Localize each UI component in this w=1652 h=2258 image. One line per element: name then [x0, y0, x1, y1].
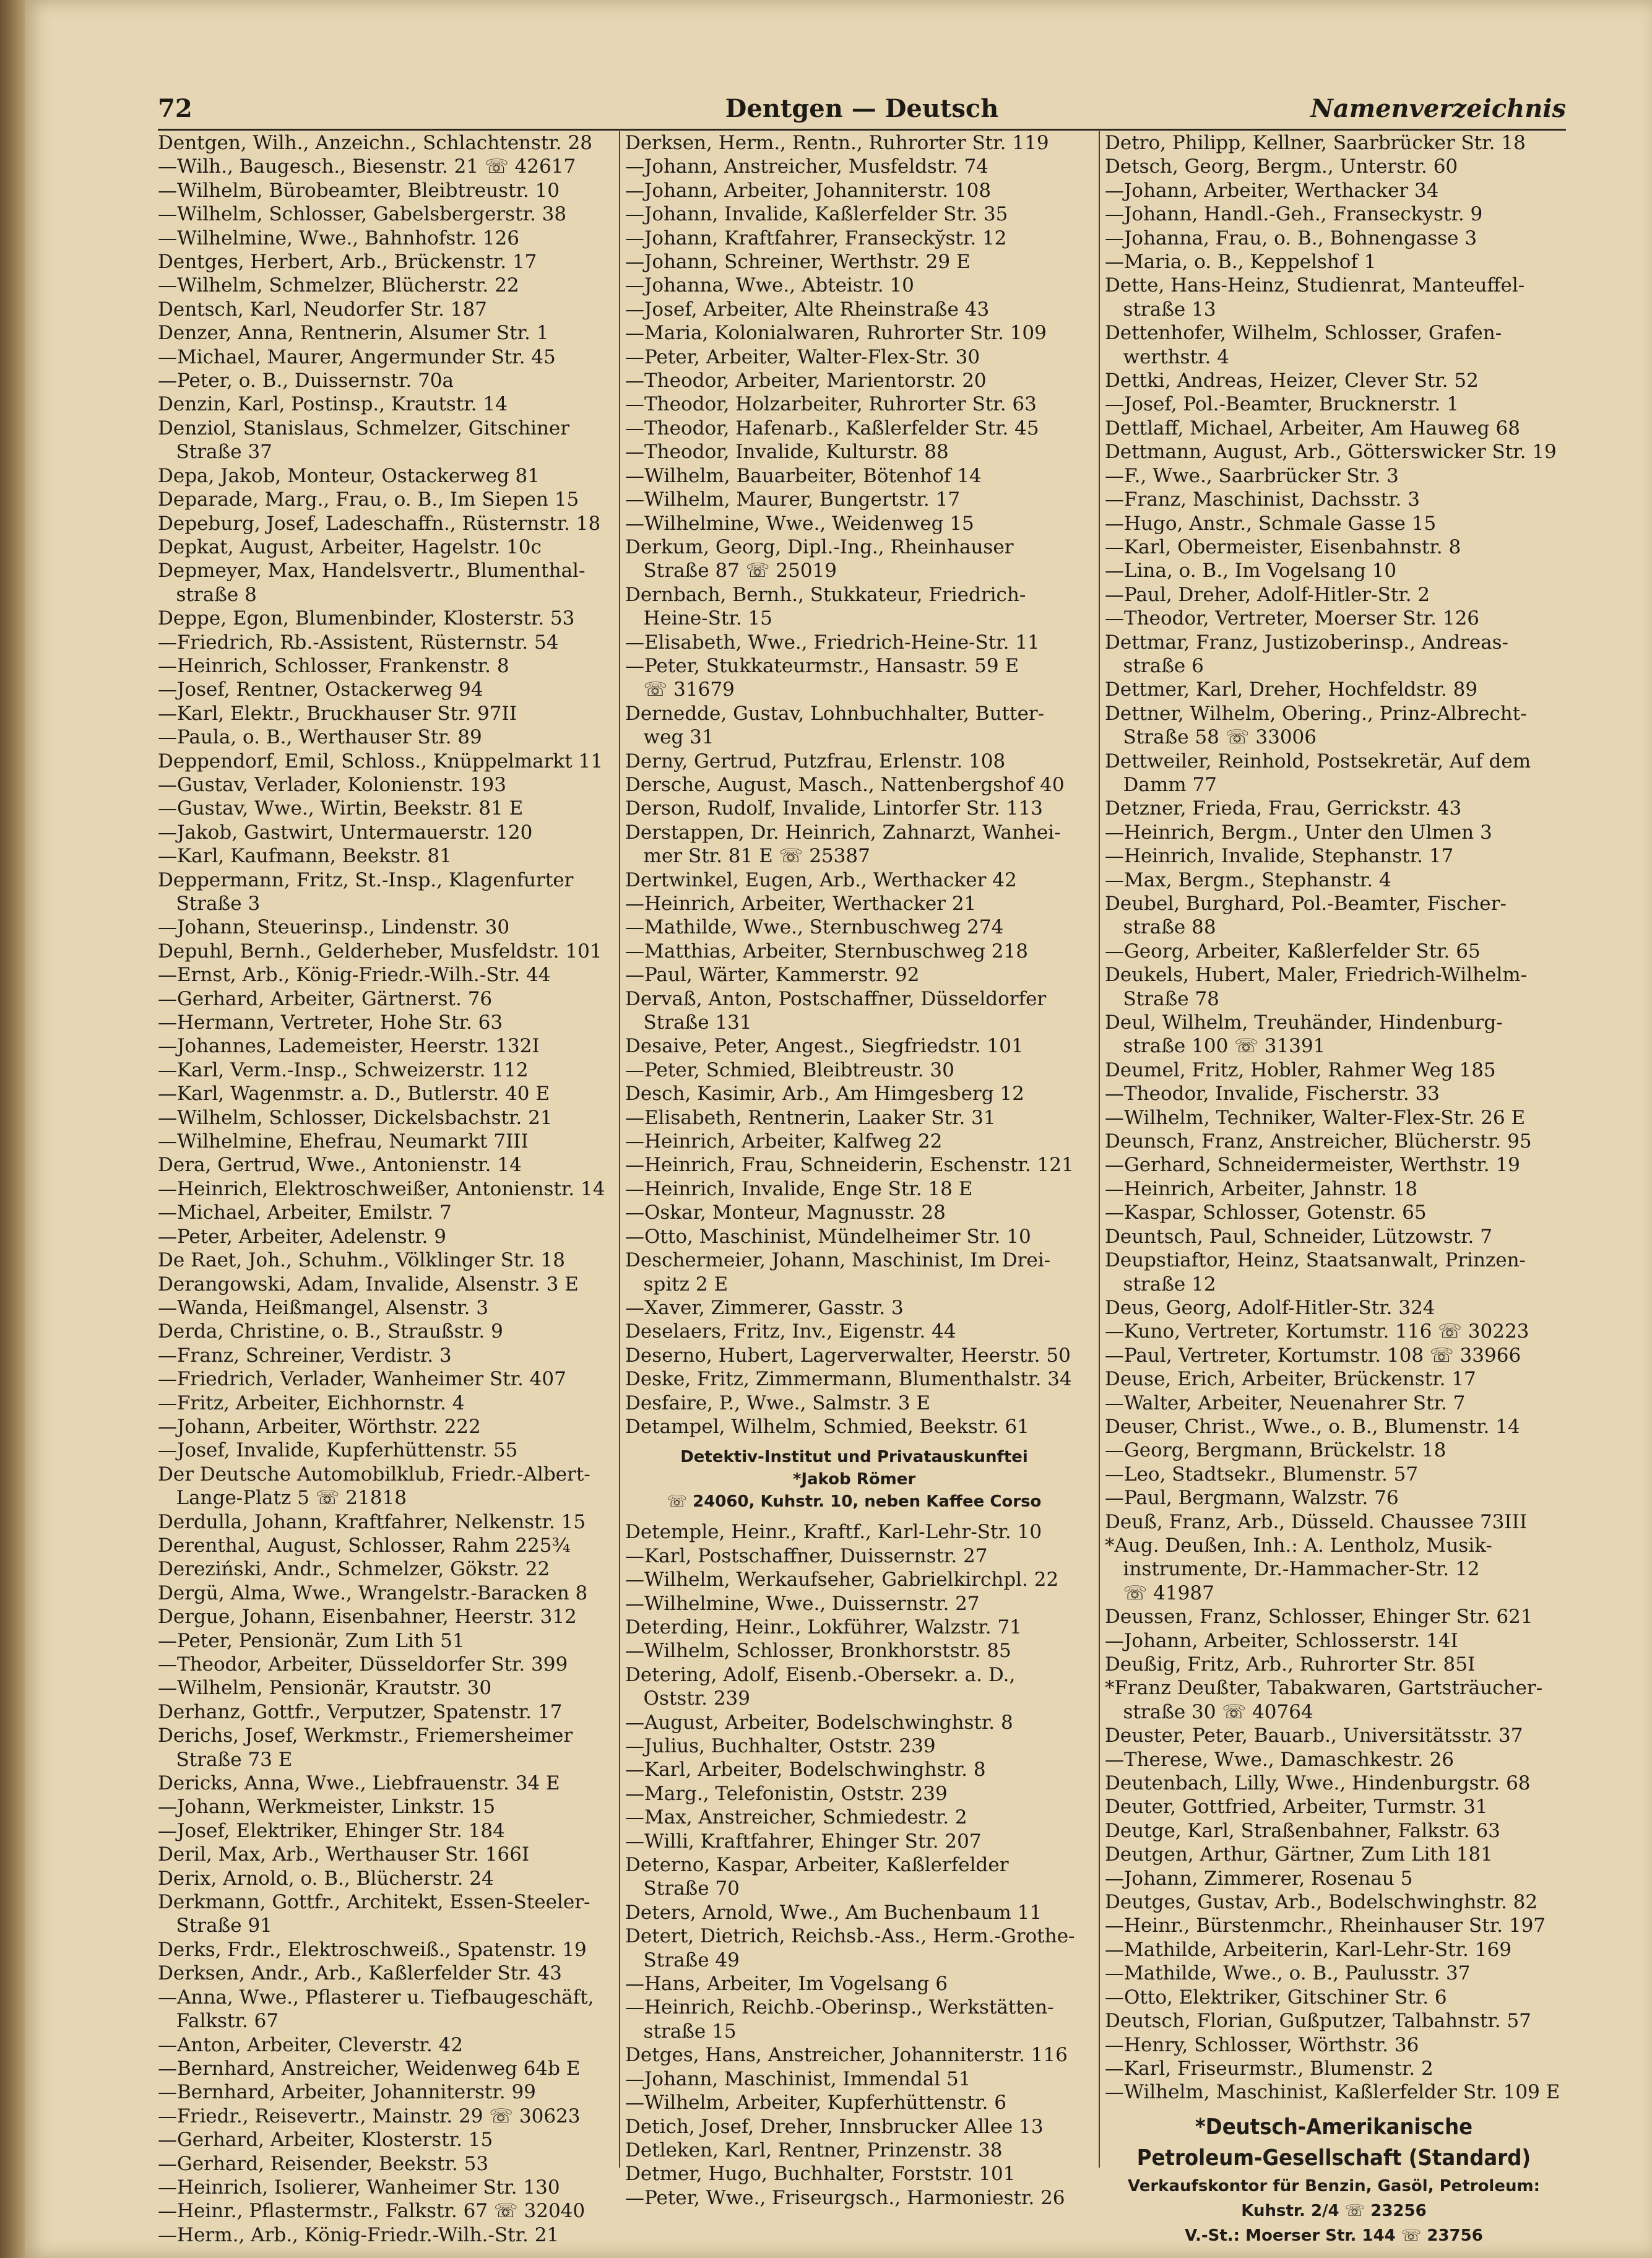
- directory-entry: —Karl, Postschaffner, Duissernstr. 27: [625, 1544, 988, 1567]
- column-3: [1105, 131, 1563, 2245]
- directory-entry: —Anna, Wwe., Pflasterer u. Tiefbaugeschäft,: [158, 1986, 594, 2009]
- directory-entry: —Karl, Arbeiter, Bodelschwinghstr. 8: [625, 1758, 986, 1781]
- directory-entry: —Paul, Wärter, Kammerstr. 92: [625, 964, 920, 987]
- directory-entry: —Leo, Stadtsekr., Blumenstr. 57: [1105, 1463, 1419, 1486]
- directory-entry: Dentges, Herbert, Arb., Brückenstr. 17: [158, 251, 537, 274]
- directory-entry: —Max, Bergm., Stephanstr. 4: [1105, 868, 1391, 891]
- directory-entry: Denzer, Anna, Rentnerin, Alsumer Str. 1: [158, 322, 549, 345]
- directory-entry: Derksen, Andr., Arb., Kaßlerfelder Str. 43: [158, 1962, 562, 1985]
- directory-entry: Falkstr. 67: [158, 2010, 279, 2033]
- directory-entry: —Theodor, Invalide, Fischerstr. 33: [1105, 1083, 1440, 1105]
- directory-entry: —Maria, Kolonialwaren, Ruhrorter Str. 109: [625, 322, 1047, 345]
- directory-entry: Deutenbach, Lilly, Wwe., Hindenburgstr. 68: [1105, 1772, 1531, 1795]
- book-spine-edge: [0, 0, 25, 2258]
- directory-entry: —Georg, Bergmann, Brückelstr. 18: [1105, 1439, 1447, 1462]
- directory-entry: weg 31: [625, 726, 714, 749]
- directory-entry: —Herm., Arb., König-Friedr.-Wilh.-Str. 21: [158, 2223, 560, 2246]
- directory-entry: Deterno, Kaspar, Arbeiter, Kaßlerfelder: [625, 1854, 1009, 1877]
- directory-entry: Deutge, Karl, Straßenbahner, Falkstr. 63: [1105, 1819, 1500, 1842]
- directory-entry: —Johann, Kraftfahrer, Fransecky̆str. 12: [625, 227, 1007, 249]
- directory-entry: —Johann, Zimmerer, Rosenau 5: [1105, 1867, 1413, 1890]
- directory-entry: Deppermann, Fritz, St.-Insp., Klagenfurter: [158, 868, 574, 891]
- directory-entry: Deuster, Peter, Bauarb., Universitätsstr. 37: [1105, 1724, 1523, 1747]
- directory-entry: Straße 70: [625, 1877, 740, 1900]
- directory-entry: Dette, Hans-Heinz, Studienrat, Manteuffel-: [1105, 274, 1525, 297]
- directory-entry: Deuter, Gottfried, Arbeiter, Turmstr. 31: [1105, 1796, 1488, 1819]
- directory-entry: Dettweiler, Reinhold, Postsekretär, Auf dem: [1105, 750, 1531, 772]
- directory-entry: —Johann, Arbeiter, Wörthstr. 222: [158, 1415, 481, 1438]
- directory-entry: —Julius, Buchhalter, Oststr. 239: [625, 1735, 936, 1757]
- directory-entry: Straße 73 E: [158, 1748, 293, 1771]
- directory-entry: —Wilhelm, Maurer, Bungertstr. 17: [625, 488, 961, 511]
- directory-entry: —Wilhelm, Werkaufseher, Gabrielkirchpl. 22: [625, 1568, 1059, 1591]
- directory-entry: —August, Arbeiter, Bodelschwinghstr. 8: [625, 1711, 1013, 1734]
- directory-entry: —Heinrich, Bergm., Unter den Ulmen 3: [1105, 821, 1492, 844]
- directory-entry: Depuhl, Bernh., Gelderheber, Musfeldstr. 101: [158, 940, 602, 962]
- directory-entry: Dericks, Anna, Wwe., Liebfrauenstr. 34 E: [158, 1772, 560, 1795]
- directory-entry: Detert, Dietrich, Reichsb.-Ass., Herm.-Grothe-: [625, 1925, 1075, 1948]
- directory-entry: spitz 2 E: [625, 1273, 729, 1296]
- directory-entry: —Johann, Anstreicher, Musfeldstr. 74: [625, 155, 988, 178]
- directory-entry: Detro, Philipp, Kellner, Saarbrücker Str. 18: [1105, 132, 1526, 154]
- directory-entry: —Josef, Pol.-Beamter, Brucknerstr. 1: [1105, 393, 1459, 416]
- directory-entry: Detleken, Karl, Rentner, Prinzenstr. 38: [625, 2139, 1003, 2161]
- directory-entry: Dettmar, Franz, Justizoberinsp., Andreas-: [1105, 631, 1509, 654]
- column-divider: [1099, 131, 1100, 2168]
- directory-entry: —Heinrich, Schlosser, Frankenstr. 8: [158, 654, 509, 677]
- directory-entry: Dettenhofer, Wilhelm, Schlosser, Grafen-: [1105, 322, 1502, 345]
- directory-entry: Derkum, Georg, Dipl.-Ing., Rheinhauser: [625, 535, 1014, 558]
- directory-entry: Deselaers, Fritz, Inv., Eigenstr. 44: [625, 1320, 956, 1343]
- ad-line: ☏ 24060, Kuhstr. 10, neben Kaffee Corso: [667, 1492, 1042, 1512]
- directory-entry: Deuser, Christ., Wwe., o. B., Blumenstr. 14: [1105, 1415, 1520, 1438]
- directory-entry: —Josef, Arbeiter, Alte Rheinstraße 43: [625, 298, 990, 321]
- directory-entry: Derstappen, Dr. Heinrich, Zahnarzt, Wanhei-: [625, 821, 1061, 844]
- directory-entry: —Johanna, Wwe., Abteistr. 10: [625, 274, 914, 297]
- directory-entry: Deuse, Erich, Arbeiter, Brückenstr. 17: [1105, 1368, 1476, 1391]
- directory-entry: —Max, Anstreicher, Schmiedestr. 2: [625, 1806, 967, 1829]
- directory-entry: —Johann, Arbeiter, Johanniterstr. 108: [625, 179, 992, 202]
- ad-line: Detektiv-Institut und Privatauskunftei: [680, 1448, 1028, 1467]
- directory-entry: straße 88: [1105, 916, 1216, 939]
- page-header: [158, 92, 1566, 131]
- directory-entry: —Theodor, Holzarbeiter, Ruhrorter Str. 63: [625, 393, 1037, 416]
- directory-entry: —Peter, Schmied, Bleibtreustr. 30: [625, 1058, 954, 1081]
- directory-entry: Derda, Christine, o. B., Straußstr. 9: [158, 1320, 503, 1343]
- directory-entry: Derenthal, August, Schlosser, Rahm 225¾: [158, 1534, 571, 1557]
- directory-entry: —Therese, Wwe., Damaschkestr. 26: [1105, 1748, 1454, 1771]
- directory-entry: Detsch, Georg, Bergm., Unterstr. 60: [1105, 155, 1458, 178]
- directory-entry: —Wilhelm, Techniker, Walter-Flex-Str. 26 E: [1105, 1106, 1526, 1129]
- directory-entry: Desfaire, P., Wwe., Salmstr. 3 E: [625, 1391, 931, 1414]
- petroleum-advertisement: [1105, 2112, 1563, 2248]
- directory-entry: —Peter, Wwe., Friseurgsch., Harmoniestr. 26: [625, 2186, 1065, 2209]
- directory-entry: —Josef, Invalide, Kupferhüttenstr. 55: [158, 1439, 518, 1462]
- directory-entry: Derks, Frdr., Elektroschweiß., Spatenstr. 19: [158, 1938, 587, 1961]
- directory-entry: —Willi, Kraftfahrer, Ehinger Str. 207: [625, 1830, 982, 1853]
- directory-entry: Denziol, Stanislaus, Schmelzer, Gitschiner: [158, 417, 570, 439]
- directory-entry: —Jakob, Gastwirt, Untermauerstr. 120: [158, 821, 533, 844]
- section-title: Namenverzeichnis: [1310, 94, 1566, 123]
- directory-entry: Straße 37: [158, 441, 272, 464]
- directory-entry: Derksen, Herm., Rentn., Ruhrorter Str. 119: [625, 132, 1049, 154]
- directory-entry: —Wilhelm, Schlosser, Dickelsbachstr. 21: [158, 1106, 553, 1129]
- directory-entry: —Franz, Schreiner, Verdistr. 3: [158, 1344, 452, 1367]
- directory-entry: Depmeyer, Max, Handelsvertr., Blumenthal-: [158, 560, 586, 582]
- directory-entry: —Matthias, Arbeiter, Sternbuschweg 218: [625, 940, 1028, 962]
- directory-entry: Deunsch, Franz, Anstreicher, Blücherstr. 95: [1105, 1130, 1532, 1153]
- directory-entry: Dettmann, August, Arb., Götterswicker Str. 19: [1105, 441, 1557, 464]
- directory-entry: Deppe, Egon, Blumenbinder, Klosterstr. 53: [158, 607, 575, 630]
- directory-entry: —Gustav, Verlader, Kolonienstr. 193: [158, 773, 506, 796]
- directory-entry: Detemple, Heinr., Kraftf., Karl-Lehr-Str. 10: [625, 1521, 1042, 1544]
- directory-entry: Straße 49: [625, 1949, 740, 1971]
- directory-entry: —Johannes, Lademeister, Heerstr. 132I: [158, 1035, 540, 1058]
- directory-entry: Straße 3: [158, 893, 261, 915]
- directory-entry: Dettlaff, Michael, Arbeiter, Am Hauweg 68: [1105, 417, 1520, 439]
- directory-entry: —Wilhelmine, Wwe., Weidenweg 15: [625, 512, 974, 535]
- directory-entry: Dentsch, Karl, Neudorfer Str. 187: [158, 298, 487, 321]
- directory-entry: Desch, Kasimir, Arb., Am Himgesberg 12: [625, 1083, 1024, 1105]
- directory-entry: —Heinrich, Reichb.-Oberinsp., Werkstätten-: [625, 1996, 1054, 2019]
- directory-entry: Dergue, Johann, Eisenbahner, Heerstr. 312: [158, 1606, 577, 1629]
- ad-line: Verkaufskontor für Benzin, Gasöl, Petroleum:: [1128, 2176, 1540, 2195]
- directory-entry: —Wanda, Heißmangel, Alsenstr. 3: [158, 1296, 489, 1319]
- directory-entry: —Johann, Handl.-Geh., Franseckystr. 9: [1105, 203, 1483, 226]
- directory-entry: —Oskar, Monteur, Magnusstr. 28: [625, 1201, 946, 1224]
- directory-entry: —Wilhelm, Bürobeamter, Bleibtreustr. 10: [158, 179, 560, 202]
- directory-entry: Deterding, Heinr., Lokführer, Walzstr. 71: [625, 1616, 1022, 1638]
- directory-entry: Der Deutsche Automobilklub, Friedr.-Albert-: [158, 1463, 590, 1486]
- directory-entry: Derdulla, Johann, Kraftfahrer, Nelkenstr. 15: [158, 1510, 586, 1533]
- directory-entry: Detmer, Hugo, Buchhalter, Forststr. 101: [625, 2163, 1016, 2186]
- directory-entry: —Maria, o. B., Keppelshof 1: [1105, 251, 1377, 274]
- directory-entry: Deussen, Franz, Schlosser, Ehinger Str. 621: [1105, 1606, 1533, 1629]
- directory-entry: Deschermeier, Johann, Maschinist, Im Drei-: [625, 1249, 1051, 1272]
- directory-entry: Derson, Rudolf, Invalide, Lintorfer Str. 113: [625, 797, 1043, 820]
- directory-entry: —Josef, Rentner, Ostackerweg 94: [158, 678, 483, 701]
- directory-entry: Dertwinkel, Eugen, Arb., Werthacker 42: [625, 868, 1017, 891]
- directory-entry: —Mathilde, Wwe., Sternbuschweg 274: [625, 916, 1004, 939]
- directory-entry: —Wilhelm, Schlosser, Gabelsbergerstr. 38: [158, 203, 567, 226]
- directory-entry: straße 8: [158, 583, 257, 606]
- directory-entry: Dernbach, Bernh., Stukkateur, Friedrich-: [625, 583, 1026, 606]
- directory-entry: Derangowski, Adam, Invalide, Alsenstr. 3 E: [158, 1273, 579, 1296]
- directory-entry: —Wilhelm, Arbeiter, Kupferhüttenstr. 6: [625, 2091, 1007, 2114]
- directory-entry: Detich, Josef, Dreher, Innsbrucker Allee 13: [625, 2115, 1044, 2138]
- directory-entry: straße 12: [1105, 1273, 1216, 1296]
- directory-entry: —Bernhard, Arbeiter, Johanniterstr. 99: [158, 2081, 536, 2104]
- directory-entry: De Raet, Joh., Schuhm., Völklinger Str. 18: [158, 1249, 565, 1272]
- directory-entry: Deukels, Hubert, Maler, Friedrich-Wilhelm-: [1105, 964, 1528, 987]
- directory-entry: —Anton, Arbeiter, Cleverstr. 42: [158, 2033, 463, 2056]
- directory-entry: Damm 77: [1105, 773, 1217, 796]
- directory-entry: —Paul, Vertreter, Kortumstr. 108 ☏ 33966: [1105, 1344, 1521, 1367]
- directory-entry: Deul, Wilhelm, Treuhänder, Hindenburg-: [1105, 1011, 1503, 1034]
- directory-entry: Heine-Str. 15: [625, 607, 772, 630]
- directory-entry: ☏ 41987: [1105, 1581, 1214, 1604]
- page-number: 72: [158, 94, 192, 123]
- directory-entry: —Heinrich, Isolierer, Wanheimer Str. 130: [158, 2176, 560, 2199]
- directory-entry: —Fritz, Arbeiter, Eichhornstr. 4: [158, 1391, 465, 1414]
- directory-entry: —Gerhard, Reisender, Beekstr. 53: [158, 2152, 489, 2175]
- directory-entry: —Franz, Maschinist, Dachsstr. 3: [1105, 488, 1420, 511]
- directory-entry: —Hugo, Anstr., Schmale Gasse 15: [1105, 512, 1437, 535]
- directory-entry: Depeburg, Josef, Ladeschaffn., Rüsternstr. 18: [158, 512, 601, 535]
- directory-entry: —Wilhelm, Schlosser, Bronkhorststr. 85: [625, 1640, 1011, 1663]
- directory-entry: —Gerhard, Arbeiter, Gärtnerst. 76: [158, 987, 493, 1010]
- directory-entry: Deuntsch, Paul, Schneider, Lützowstr. 7: [1105, 1225, 1492, 1248]
- directory-entry: —Johann, Invalide, Kaßlerfelder Str. 35: [625, 203, 1008, 226]
- directory-entry: —Otto, Maschinist, Mündelheimer Str. 10: [625, 1225, 1031, 1248]
- directory-entry: —Peter, Pensionär, Zum Lith 51: [158, 1629, 465, 1652]
- directory-entry: Deutgen, Arthur, Gärtner, Zum Lith 181: [1105, 1843, 1493, 1866]
- directory-entry: —Kuno, Vertreter, Kortumstr. 116 ☏ 30223: [1105, 1320, 1529, 1343]
- directory-entry: Desaive, Peter, Angest., Siegfriedstr. 101: [625, 1035, 1024, 1058]
- directory-entry: —Karl, Elektr., Bruckhauser Str. 97II: [158, 702, 517, 725]
- directory-entry: Deubel, Burghard, Pol.-Beamter, Fischer-: [1105, 893, 1507, 915]
- directory-entry: Deril, Max, Arb., Werthauser Str. 166I: [158, 1843, 530, 1866]
- directory-entry: Detzner, Frieda, Frau, Gerrickstr. 43: [1105, 797, 1462, 820]
- directory-entry: —Karl, Obermeister, Eisenbahnstr. 8: [1105, 535, 1461, 558]
- directory-entry: —Elisabeth, Rentnerin, Laaker Str. 31: [625, 1106, 996, 1129]
- directory-entry: —Heinr., Pflastermstr., Falkstr. 67 ☏ 32040: [158, 2200, 586, 2223]
- directory-entry: —Gerhard, Arbeiter, Klosterstr. 15: [158, 2129, 493, 2152]
- directory-entry: —Theodor, Arbeiter, Marientorstr. 20: [625, 370, 987, 392]
- directory-entry: —Heinrich, Frau, Schneiderin, Eschenstr. 121: [625, 1154, 1074, 1177]
- directory-entry: Dereziński, Andr., Schmelzer, Gökstr. 22: [158, 1558, 550, 1581]
- directory-entry: —Theodor, Vertreter, Moerser Str. 126: [1105, 607, 1480, 630]
- directory-entry: —Karl, Kaufmann, Beekstr. 81: [158, 845, 452, 868]
- directory-entry: —Johann, Maschinist, Immendal 51: [625, 2067, 971, 2090]
- directory-entry: —Mathilde, Arbeiterin, Karl-Lehr-Str. 169: [1105, 1938, 1511, 1961]
- directory-entry: straße 100 ☏ 31391: [1105, 1035, 1326, 1058]
- directory-entry: mer Str. 81 E ☏ 25387: [625, 845, 870, 868]
- directory-entry: —Heinr., Bürstenmchr., Rheinhauser Str. 197: [1105, 1914, 1546, 1937]
- directory-entry: instrumente, Dr.-Hammacher-Str. 12: [1105, 1558, 1480, 1581]
- directory-entry: —Friedrich, Verlader, Wanheimer Str. 407: [158, 1368, 566, 1391]
- ad-line: *Deutsch-Amerikanische: [1195, 2114, 1473, 2140]
- directory-entry: straße 13: [1105, 298, 1216, 321]
- directory-entry: —Henry, Schlosser, Wörthstr. 36: [1105, 2033, 1419, 2056]
- directory-entry: —Otto, Elektriker, Gitschiner Str. 6: [1105, 1986, 1447, 2009]
- detective-advertisement: [625, 1446, 1083, 1513]
- directory-entry: Deppendorf, Emil, Schloss., Knüppelmarkt 11: [158, 750, 603, 772]
- directory-entry: —Johann, Arbeiter, Schlosserstr. 14I: [1105, 1629, 1458, 1652]
- directory-entry: Straße 131: [625, 1011, 752, 1034]
- directory-entry: —Josef, Elektriker, Ehinger Str. 184: [158, 1819, 505, 1842]
- directory-entry: Detges, Hans, Anstreicher, Johanniterstr. 116: [625, 2044, 1068, 2067]
- directory-entry: Derix, Arnold, o. B., Blücherstr. 24: [158, 1867, 494, 1890]
- directory-entry: Straße 78: [1105, 987, 1219, 1010]
- column-2: [625, 131, 1083, 2209]
- directory-entry: Dettki, Andreas, Heizer, Clever Str. 52: [1105, 370, 1479, 392]
- directory-entry: —Peter, Arbeiter, Walter-Flex-Str. 30: [625, 345, 980, 368]
- directory-entry: —Theodor, Hafenarb., Kaßlerfelder Str. 45: [625, 417, 1039, 439]
- directory-entry: —Theodor, Arbeiter, Düsseldorfer Str. 399: [158, 1653, 568, 1676]
- directory-entry: werthstr. 4: [1105, 345, 1229, 368]
- directory-entry: —Karl, Wagenmstr. a. D., Butlerstr. 40 E: [158, 1083, 550, 1105]
- ad-line: Petroleum-Gesellschaft (Standard): [1136, 2145, 1531, 2171]
- directory-entry: Dettner, Wilhelm, Obering., Prinz-Albrecht-: [1105, 702, 1527, 725]
- directory-entry: —Georg, Arbeiter, Kaßlerfelder Str. 65: [1105, 940, 1481, 962]
- directory-entry: —Bernhard, Anstreicher, Weidenweg 64b E: [158, 2057, 581, 2080]
- directory-entry: *Franz Deußter, Tabakwaren, Gartsträucher-: [1105, 1677, 1543, 1700]
- directory-entry: —Karl, Verm.-Insp., Schweizerstr. 112: [158, 1058, 529, 1081]
- directory-entry: —Wilhelmine, Ehefrau, Neumarkt 7III: [158, 1130, 529, 1153]
- directory-entry: Dernedde, Gustav, Lohnbuchhalter, Butter-: [625, 702, 1045, 725]
- directory-entry: Detering, Adolf, Eisenb.-Obersekr. a. D.,: [625, 1663, 1016, 1686]
- directory-entry: —Michael, Maurer, Angermunder Str. 45: [158, 345, 556, 368]
- directory-entry: —Heinrich, Arbeiter, Werthacker 21: [625, 893, 977, 915]
- directory-entry: —Heinrich, Arbeiter, Kalfweg 22: [625, 1130, 943, 1153]
- directory-entry: —Hans, Arbeiter, Im Vogelsang 6: [625, 1973, 948, 1996]
- directory-entry: —Walter, Arbeiter, Neuenahrer Str. 7: [1105, 1391, 1466, 1414]
- directory-entry: straße 6: [1105, 654, 1204, 677]
- ad-line: V.-St.: Moerser Str. 144 ☏ 23756: [1185, 2226, 1483, 2245]
- directory-entry: ☏ 31679: [625, 678, 735, 701]
- directory-entry: —Johann, Werkmeister, Linkstr. 15: [158, 1796, 496, 1819]
- directory-entry: Dera, Gertrud, Wwe., Antonienstr. 14: [158, 1154, 522, 1177]
- directory-entry: straße 15: [625, 2020, 737, 2043]
- directory-entry: —Xaver, Zimmerer, Gasstr. 3: [625, 1296, 904, 1319]
- directory-entry: —Wilhelm, Schmelzer, Blücherstr. 22: [158, 274, 519, 297]
- directory-entry: —Paul, Bergmann, Walzstr. 76: [1105, 1487, 1399, 1510]
- directory-entry: Dergü, Alma, Wwe., Wrangelstr.-Baracken 8: [158, 1581, 588, 1604]
- directory-entry: Dersche, August, Masch., Nattenbergshof 40: [625, 773, 1065, 796]
- column-1: [158, 131, 616, 2246]
- directory-entry: —Gerhard, Schneidermeister, Werthstr. 19: [1105, 1154, 1520, 1177]
- directory-entry: —Lina, o. B., Im Vogelsang 10: [1105, 560, 1397, 582]
- directory-entry: —Johann, Steuerinsp., Lindenstr. 30: [158, 916, 510, 939]
- directory-entry: Derkmann, Gottfr., Architekt, Essen-Steeler-: [158, 1891, 590, 1914]
- directory-entry: —Theodor, Invalide, Kulturstr. 88: [625, 441, 949, 464]
- directory-entry: Straße 87 ☏ 25019: [625, 560, 837, 582]
- column-divider: [619, 131, 620, 2168]
- directory-entry: Deters, Arnold, Wwe., Am Buchenbaum 11: [625, 1901, 1042, 1924]
- directory-entry: Deumel, Fritz, Hobler, Rahmer Weg 185: [1105, 1058, 1496, 1081]
- directory-entry: —Wilh., Baugesch., Biesenstr. 21 ☏ 42617: [158, 155, 576, 178]
- directory-entry: Straße 91: [158, 1914, 272, 1937]
- directory-entry: Deutsch, Florian, Gußputzer, Talbahnstr. 57: [1105, 2010, 1531, 2033]
- directory-entry: —Heinrich, Invalide, Stephanstr. 17: [1105, 845, 1454, 868]
- directory-entry: *Aug. Deußen, Inh.: A. Lentholz, Musik-: [1105, 1534, 1492, 1557]
- directory-entry: —Friedr., Reisevertr., Mainstr. 29 ☏ 30623: [158, 2104, 581, 2127]
- directory-entry: Dervaß, Anton, Postschaffner, Düsseldorfer: [625, 987, 1047, 1010]
- directory-entry: Dettmer, Karl, Dreher, Hochfeldstr. 89: [1105, 678, 1478, 701]
- directory-entry: —Elisabeth, Wwe., Friedrich-Heine-Str. 11: [625, 631, 1040, 654]
- directory-entry: Deus, Georg, Adolf-Hitler-Str. 324: [1105, 1296, 1435, 1319]
- directory-entry: Oststr. 239: [625, 1687, 750, 1710]
- directory-entry: Straße 58 ☏ 33006: [1105, 726, 1317, 749]
- directory-entry: Deußig, Fritz, Arb., Ruhrorter Str. 85I: [1105, 1653, 1476, 1676]
- directory-entry: —Johann, Schreiner, Werthstr. 29 E: [625, 251, 971, 274]
- directory-entry: Deske, Fritz, Zimmermann, Blumenthalstr. 34: [625, 1368, 1072, 1391]
- directory-entry: Lange-Platz 5 ☏ 21818: [158, 1487, 407, 1510]
- directory-entry: —Ernst, Arb., König-Friedr.-Wilh.-Str. 44: [158, 964, 551, 987]
- directory-entry: Deupstiaftor, Heinz, Staatsanwalt, Prinzen-: [1105, 1249, 1526, 1272]
- directory-entry: Deuß, Franz, Arb., Düsseld. Chaussee 73III: [1105, 1510, 1528, 1533]
- directory-entry: Deutges, Gustav, Arb., Bodelschwinghstr. 82: [1105, 1891, 1538, 1914]
- directory-entry: Denzin, Karl, Postinsp., Krautstr. 14: [158, 393, 508, 416]
- directory-entry: Derny, Gertrud, Putzfrau, Erlenstr. 108: [625, 750, 1006, 772]
- ad-line: Kuhstr. 2/4 ☏ 23256: [1241, 2201, 1427, 2220]
- directory-entry: —Johann, Arbeiter, Werthacker 34: [1105, 179, 1439, 202]
- directory-entry: —Wilhelm, Maschinist, Kaßlerfelder Str. 109 E: [1105, 2081, 1560, 2104]
- directory-entry: Depa, Jakob, Monteur, Ostackerweg 81: [158, 464, 540, 487]
- directory-entry: —Peter, o. B., Duissernstr. 70a: [158, 370, 454, 392]
- directory-entry: Derichs, Josef, Werkmstr., Friemersheimer: [158, 1724, 573, 1747]
- directory-entry: —Friedrich, Rb.-Assistent, Rüsternstr. 54: [158, 631, 559, 654]
- directory-entry: —Wilhelmine, Wwe., Duissernstr. 27: [625, 1592, 980, 1615]
- directory-entry: Deserno, Hubert, Lagerverwalter, Heerstr. 50: [625, 1344, 1071, 1367]
- directory-entry: —Paula, o. B., Werthauser Str. 89: [158, 726, 482, 749]
- directory-entry: —Paul, Dreher, Adolf-Hitler-Str. 2: [1105, 583, 1430, 606]
- directory-entry: —F., Wwe., Saarbrücker Str. 3: [1105, 464, 1399, 487]
- page-title: Dentgen — Deutsch: [725, 94, 999, 123]
- directory-entry: —Marg., Telefonistin, Oststr. 239: [625, 1782, 948, 1805]
- directory-entry: Deparade, Marg., Frau, o. B., Im Siepen 15: [158, 488, 579, 511]
- directory-entry: straße 30 ☏ 40764: [1105, 1700, 1313, 1723]
- directory-entry: Derhanz, Gottfr., Verputzer, Spatenstr. 17: [158, 1700, 563, 1723]
- directory-entry: —Heinrich, Arbeiter, Jahnstr. 18: [1105, 1177, 1418, 1200]
- directory-entry: —Peter, Arbeiter, Adelenstr. 9: [158, 1225, 446, 1248]
- directory-entry: —Wilhelmine, Wwe., Bahnhofstr. 126: [158, 227, 519, 249]
- directory-entry: —Johanna, Frau, o. B., Bohnengasse 3: [1105, 227, 1477, 249]
- directory-entry: —Gustav, Wwe., Wirtin, Beekstr. 81 E: [158, 797, 524, 820]
- directory-entry: —Wilhelm, Pensionär, Krautstr. 30: [158, 1677, 492, 1700]
- directory-entry: —Kaspar, Schlosser, Gotenstr. 65: [1105, 1201, 1427, 1224]
- directory-entry: —Michael, Arbeiter, Emilstr. 7: [158, 1201, 452, 1224]
- directory-entry: —Hermann, Vertreter, Hohe Str. 63: [158, 1011, 503, 1034]
- directory-entry: —Heinrich, Invalide, Enge Str. 18 E: [625, 1177, 973, 1200]
- directory-entry: —Wilhelm, Bauarbeiter, Bötenhof 14: [625, 464, 982, 487]
- directory-entry: —Karl, Friseurmstr., Blumenstr. 2: [1105, 2057, 1434, 2080]
- directory-entry: Detampel, Wilhelm, Schmied, Beekstr. 61: [625, 1415, 1029, 1438]
- directory-entry: Dentgen, Wilh., Anzeichn., Schlachtenstr. 28: [158, 132, 592, 154]
- directory-entry: —Peter, Stukkateurmstr., Hansastr. 59 E: [625, 654, 1019, 677]
- ad-line: *Jakob Römer: [792, 1470, 916, 1489]
- directory-entry: —Heinrich, Elektroschweißer, Antonienstr. 14: [158, 1177, 605, 1200]
- directory-entry: Depkat, August, Arbeiter, Hagelstr. 10c: [158, 535, 542, 558]
- directory-entry: —Mathilde, Wwe., o. B., Paulusstr. 37: [1105, 1962, 1471, 1985]
